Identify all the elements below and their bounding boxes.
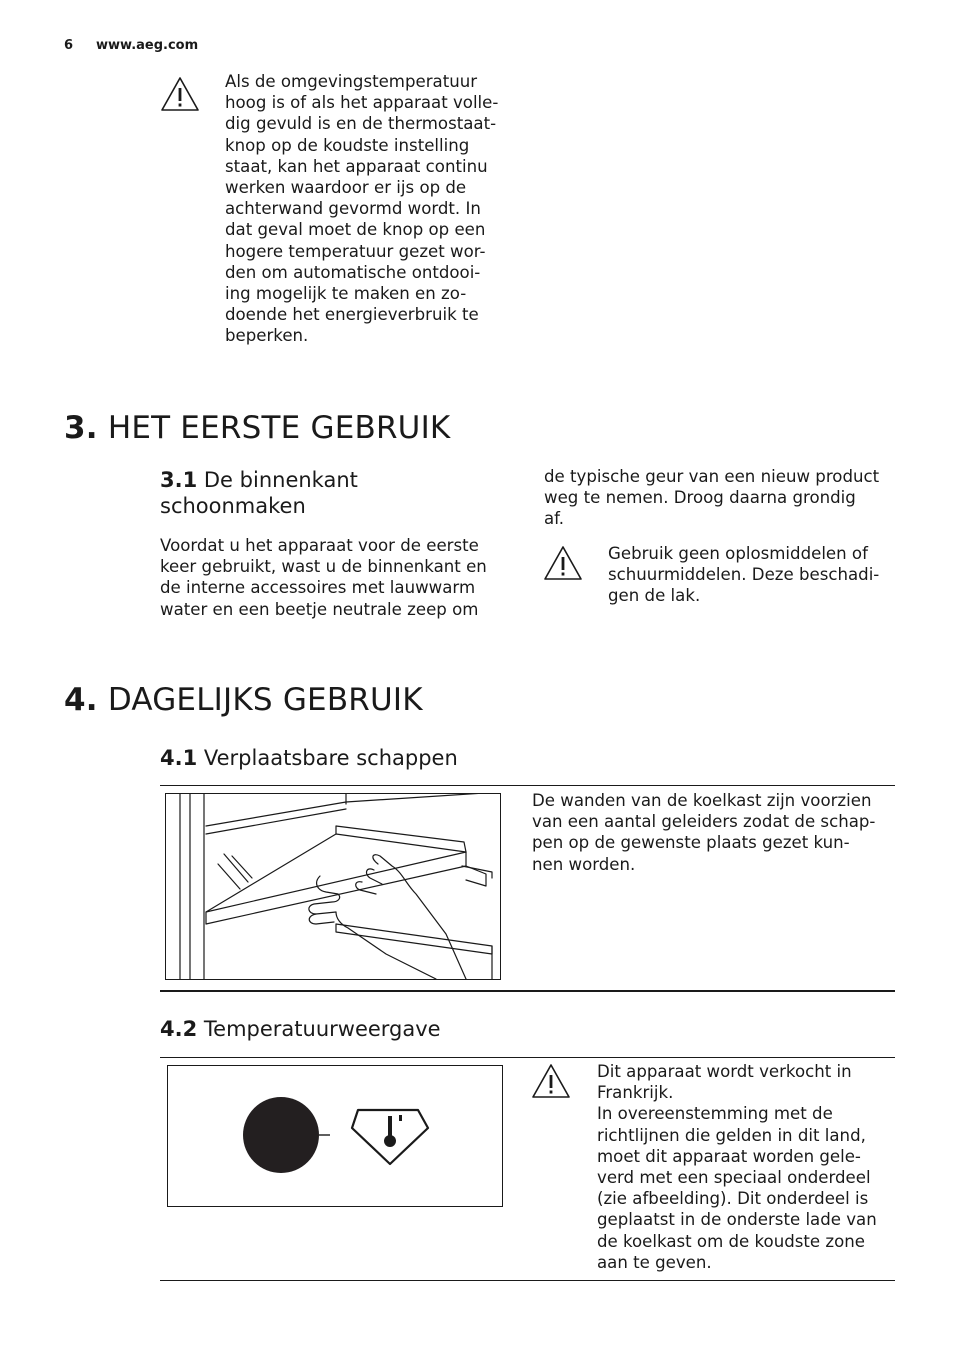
intro-warning-text bbox=[225, 71, 525, 347]
shelf-with-hand-illustration bbox=[166, 794, 500, 979]
text-line: Frankrijk. bbox=[597, 1083, 674, 1103]
text-line: ing mogelijk te maken en zo- bbox=[225, 284, 467, 304]
temperature-indicator-illustration bbox=[168, 1066, 502, 1206]
text-line: nen worden. bbox=[532, 854, 636, 874]
subsection-title: Temperatuurweergave bbox=[203, 1017, 441, 1041]
text-line: staat, kan het apparaat continu bbox=[225, 156, 488, 176]
text-line: beperken. bbox=[225, 326, 309, 346]
text-line: weg te nemen. Droog daarna grondig bbox=[544, 488, 856, 508]
text-line: pen op de gewenste plaats gezet kun- bbox=[532, 833, 850, 853]
text-line: achterwand gevormd wordt. In bbox=[225, 199, 481, 219]
text-line: Gebruik geen oplosmiddelen of bbox=[608, 544, 868, 563]
cleaning-warning-text bbox=[608, 543, 908, 607]
text-line: aan te geven. bbox=[597, 1252, 712, 1272]
text-line: de koelkast om de koudste zone bbox=[597, 1231, 865, 1251]
text-line: den om automatische ontdooi- bbox=[225, 262, 481, 282]
section-number: 3. bbox=[64, 410, 98, 446]
shelf-figure bbox=[165, 793, 501, 980]
text-line: verd met een speciaal onderdeel bbox=[597, 1168, 871, 1188]
text-line: hoog is of als het apparaat volle- bbox=[225, 93, 499, 113]
subsection-title-line: schoonmaken bbox=[160, 494, 306, 518]
shelves-text bbox=[532, 790, 912, 875]
text-line: (zie afbeelding). Dit onderdeel is bbox=[597, 1189, 869, 1209]
text-line: dat geval moet de knop op een bbox=[225, 220, 486, 240]
section-title: HET EERSTE GEBRUIK bbox=[107, 410, 451, 446]
text-line: schuurmiddelen. Deze beschadi- bbox=[608, 565, 880, 585]
warning-triangle-icon bbox=[531, 1063, 571, 1099]
text-line: dig gevuld is en de thermostaat- bbox=[225, 114, 497, 134]
subsection-4-1-heading bbox=[160, 745, 458, 771]
subsection-number: 4.2 bbox=[160, 1017, 198, 1041]
text-line: Voordat u het apparaat voor de eerste bbox=[160, 536, 479, 555]
temperature-warning-text bbox=[597, 1061, 907, 1273]
section-number: 4. bbox=[64, 682, 98, 718]
text-line: de typische geur van een nieuw product bbox=[544, 467, 880, 486]
text-line: van een aantal geleiders zodat de schap- bbox=[532, 812, 876, 832]
website-url[interactable]: www.aeg.com bbox=[96, 38, 199, 53]
page-number: 6 bbox=[64, 38, 74, 53]
warning-triangle-icon bbox=[160, 76, 200, 112]
warning-triangle-icon bbox=[543, 545, 583, 581]
text-line: gen de lak. bbox=[608, 586, 701, 606]
subsection-number: 4.1 bbox=[160, 746, 198, 770]
text-line: hogere temperatuur gezet wor- bbox=[225, 241, 486, 261]
text-line: geplaatst in de onderste lade van bbox=[597, 1210, 877, 1230]
text-line: de interne accessoires met lauwwarm bbox=[160, 578, 476, 598]
subsection-title-line: De binnenkant bbox=[203, 468, 358, 492]
text-line: Als de omgevingstemperatuur bbox=[225, 72, 478, 91]
subsection-3-1-heading bbox=[160, 467, 500, 519]
text-line: richtlijnen die gelden in dit land, bbox=[597, 1125, 866, 1145]
text-line: af. bbox=[544, 509, 565, 529]
divider bbox=[160, 1280, 895, 1281]
section-3-heading bbox=[64, 410, 450, 446]
text-line: werken waardoor er ijs op de bbox=[225, 178, 467, 198]
text-line: Dit apparaat wordt verkocht in bbox=[597, 1062, 852, 1081]
text-line: De wanden van de koelkast zijn voorzien bbox=[532, 791, 872, 810]
subsection-4-2-heading bbox=[160, 1016, 441, 1042]
divider bbox=[160, 990, 895, 992]
subsection-number: 3.1 bbox=[160, 468, 198, 492]
divider bbox=[160, 785, 895, 786]
text-line: In overeenstemming met de bbox=[597, 1104, 833, 1124]
text-line: doende het energieverbruik te bbox=[225, 305, 479, 325]
text-line: water en een beetje neutrale zeep om bbox=[160, 599, 479, 619]
cleaning-text-left bbox=[160, 535, 520, 620]
text-line: moet dit apparaat worden gele- bbox=[597, 1146, 861, 1166]
subsection-title: Verplaatsbare schappen bbox=[203, 746, 458, 770]
temperature-figure bbox=[167, 1065, 503, 1207]
section-4-heading bbox=[64, 682, 423, 718]
cleaning-text-right bbox=[544, 466, 914, 530]
divider bbox=[160, 1057, 895, 1058]
section-title: DAGELIJKS GEBRUIK bbox=[107, 682, 423, 718]
text-line: knop op de koudste instelling bbox=[225, 135, 470, 155]
text-line: keer gebruikt, wast u de binnenkant en bbox=[160, 557, 487, 577]
